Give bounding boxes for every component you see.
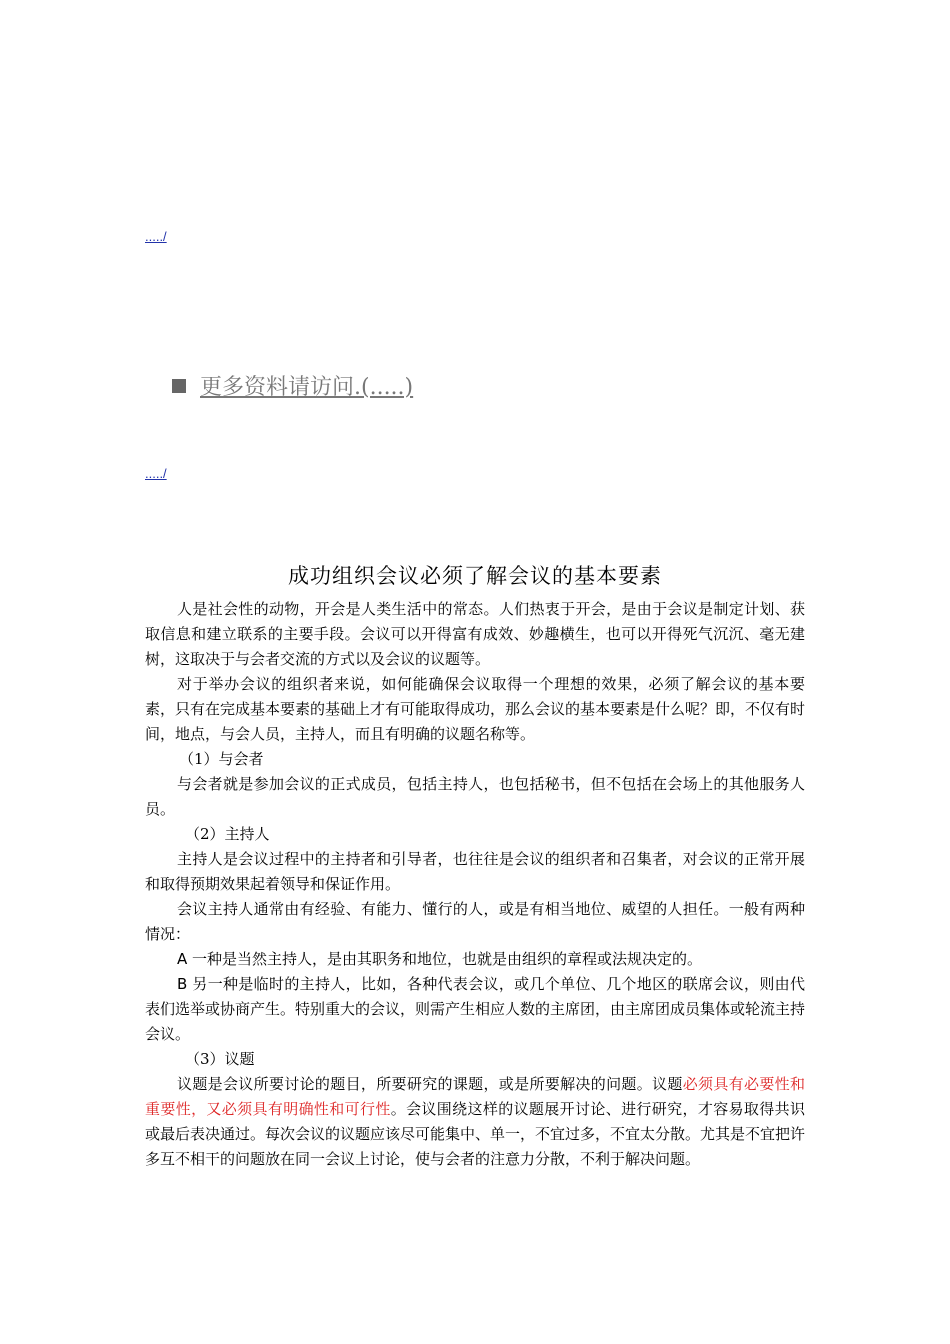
topic-text-b: 。会议围绕这样的议题展开讨论、进行研究，才容易取得共识或最后表决通过。每次会议的议题应该尽可能集中、单一，不宜过多，不宜太分散。尤其是不宜把许多互不相干的问题放在同一会议上讨论，使与会者的注意力分散，不利于解决问题。 [145,1100,806,1168]
paragraph-attendees: 与会者就是参加会议的正式成员，包括主持人，也包括秘书，但不包括在会场上的其他服务人员。 [145,775,805,818]
paragraph-host-1: 主持人是会议过程中的主持者和引导者，也往往是会议的组织者和召集者，对会议的正常开展和取得预期效果起着领导和保证作用。 [145,850,805,893]
more-info-link[interactable]: 更多资料请访问.(.....) [200,375,414,400]
item-mark-b: B [177,975,188,993]
mid-link[interactable]: ...../ [145,466,167,481]
paragraph-host-b [145,972,805,1047]
heading-host: （2）主持人 [185,825,270,843]
document-body [145,597,805,1172]
paragraph-host-a [145,947,805,972]
paragraph-host-2: 会议主持人通常由有经验、有能力、懂行的人，或是有相当地位、威望的人担任。一般有两种情况： [145,900,805,943]
item-text-a: 一种是当然主持人，是由其职务和地位，也就是由组织的章程或法规决定的。 [192,950,703,968]
top-link[interactable]: ...../ [145,229,167,244]
heading-attendees: （1）与会者 [179,750,264,768]
more-info-line [172,370,413,401]
square-bullet-icon [172,379,186,393]
item-text-b: 另一种是临时的主持人，比如，各种代表会议，或几个单位、几个地区的联席会议，则由代表们选举或协商产生。特别重大的会议，则需产生相应人数的主席团，由主席团成员集体或轮流主持会议。 [145,975,806,1043]
paragraph-topic [145,1072,805,1172]
paragraph-2: 对于举办会议的组织者来说，如何能确保会议取得一个理想的效果，必须了解会议的基本要素，只有在完成基本要素的基础上才有可能取得成功，那么会议的基本要素是什么呢？即，不仅有时间，地点，与会人员，主持人，而且有明确的议题名称等。 [145,675,806,743]
topic-text-a: 议题是会议所要讨论的题目，所要研究的课题，或是所要解决的问题。议题 [177,1075,683,1093]
document-title: 成功组织会议必须了解会议的基本要素 [288,564,662,588]
item-mark-a: A [177,950,188,968]
heading-topic: （3）议题 [185,1050,255,1068]
topic-highlight: 必须具有必要性和重要性，又必须具有明确性和可行性 [145,1075,805,1118]
paragraph-1: 人是社会性的动物，开会是人类生活中的常态。人们热衷于开会，是由于会议是制定计划、获取信息和建立联系的主要手段。会议可以开得富有成效、妙趣横生，也可以开得死气沉沉、毫无建树，这取决于与会者交流的方式以及会议的议题等。 [145,600,805,668]
